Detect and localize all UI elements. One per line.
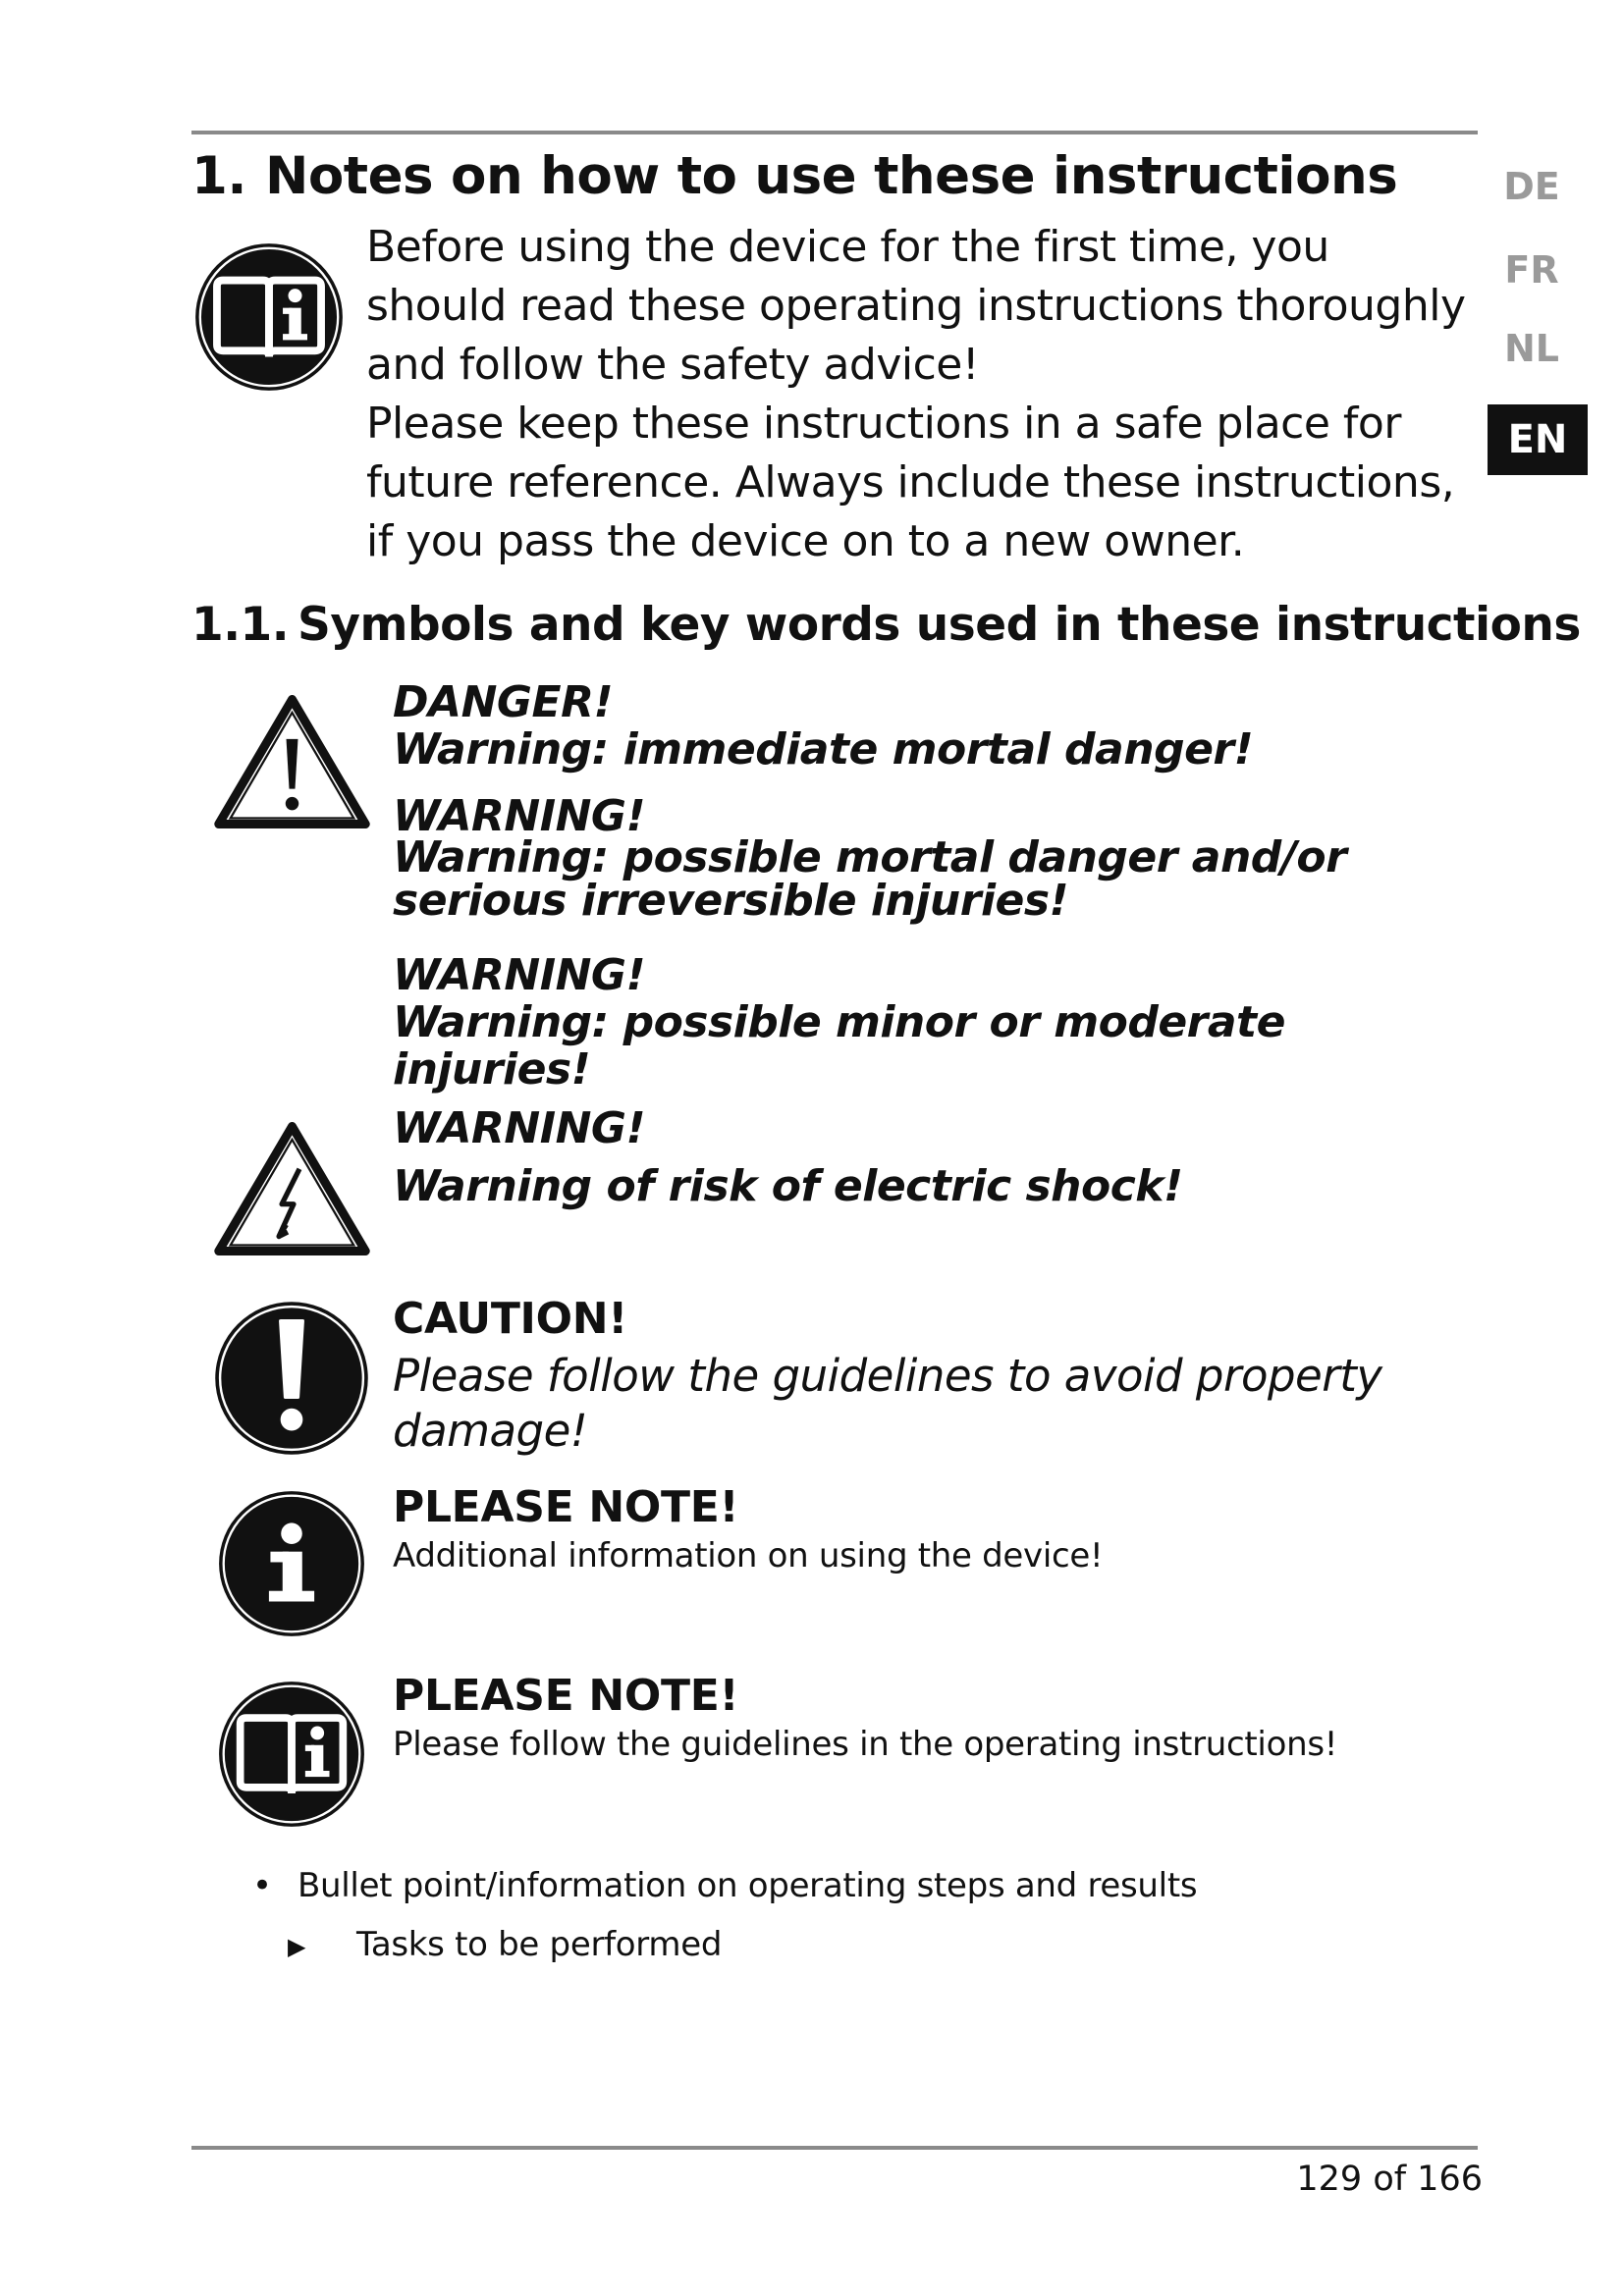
danger-text: Warning: immediate mortal danger! <box>393 724 1254 774</box>
bullet-text: Bullet point/information on operating steps and results <box>298 1866 1198 1905</box>
caution-keyword: CAUTION! <box>393 1294 627 1344</box>
intro-text <box>366 218 1476 571</box>
book-info-icon <box>216 1679 367 1830</box>
caution-block <box>393 1294 1473 1459</box>
intro-paragraph-2: Please keep these instructions in a safe place for future reference. Always include these instructions, if you pass the device on to a new owner. <box>366 399 1455 566</box>
note-info-text: Additional information on using the device! <box>393 1536 1104 1575</box>
lang-tab-de[interactable]: DE <box>1503 165 1560 208</box>
book-info-icon <box>192 240 346 394</box>
danger-keyword: DANGER! <box>393 677 614 727</box>
warning-minor-keyword: WARNING! <box>393 950 646 1000</box>
warning-serious-keyword: WARNING! <box>393 791 646 841</box>
warning-minor-text: Warning: possible minor or moderate injuries! <box>393 997 1285 1095</box>
warning-minor-block <box>393 952 1473 1094</box>
section-heading <box>191 145 1397 208</box>
lang-tab-en-active[interactable]: EN <box>1488 404 1588 475</box>
note-info-block <box>393 1482 1473 1578</box>
top-rule <box>191 131 1478 134</box>
lang-tab-fr[interactable]: FR <box>1504 248 1559 292</box>
warning-serious-block <box>393 791 1473 926</box>
intro-paragraph-1: Before using the device for the first time, you should read these operating instructions thoroughly and follow the safety advice! <box>366 222 1466 390</box>
note-info-keyword: PLEASE NOTE! <box>393 1482 739 1532</box>
electric-block <box>393 1101 1473 1217</box>
caution-text: Please follow the guidelines to avoid property damage! <box>393 1350 1382 1457</box>
task-text: Tasks to be performed <box>356 1925 723 1964</box>
subsection-title: Symbols and key words used in these instructions <box>298 598 1581 652</box>
electric-keyword: WARNING! <box>393 1103 646 1153</box>
electric-shock-icon <box>211 1119 373 1258</box>
warning-triangle-icon <box>211 692 373 831</box>
task-arrow-icon: ▶ <box>288 1933 306 1960</box>
warning-serious-text: Warning: possible mortal danger and/or serious irreversible injuries! <box>393 832 1347 926</box>
bullet-symbol: • <box>252 1866 272 1905</box>
subsection-number: 1.1. <box>191 598 290 652</box>
danger-block <box>393 679 1473 774</box>
note-book-keyword: PLEASE NOTE! <box>393 1671 739 1721</box>
section-title: Notes on how to use these instructions <box>265 146 1398 206</box>
info-circle-icon <box>216 1488 367 1639</box>
electric-text: Warning of risk of electric shock! <box>393 1161 1183 1211</box>
section-number: 1. <box>191 146 247 206</box>
note-book-text: Please follow the guidelines in the operating instructions! <box>393 1725 1338 1764</box>
subsection-heading <box>191 596 1581 655</box>
page-number: 129 of 166 <box>1296 2160 1483 2199</box>
note-book-block <box>393 1671 1473 1767</box>
exclamation-circle-icon <box>212 1299 371 1458</box>
bottom-rule <box>191 2146 1478 2150</box>
lang-tab-nl[interactable]: NL <box>1503 327 1560 370</box>
